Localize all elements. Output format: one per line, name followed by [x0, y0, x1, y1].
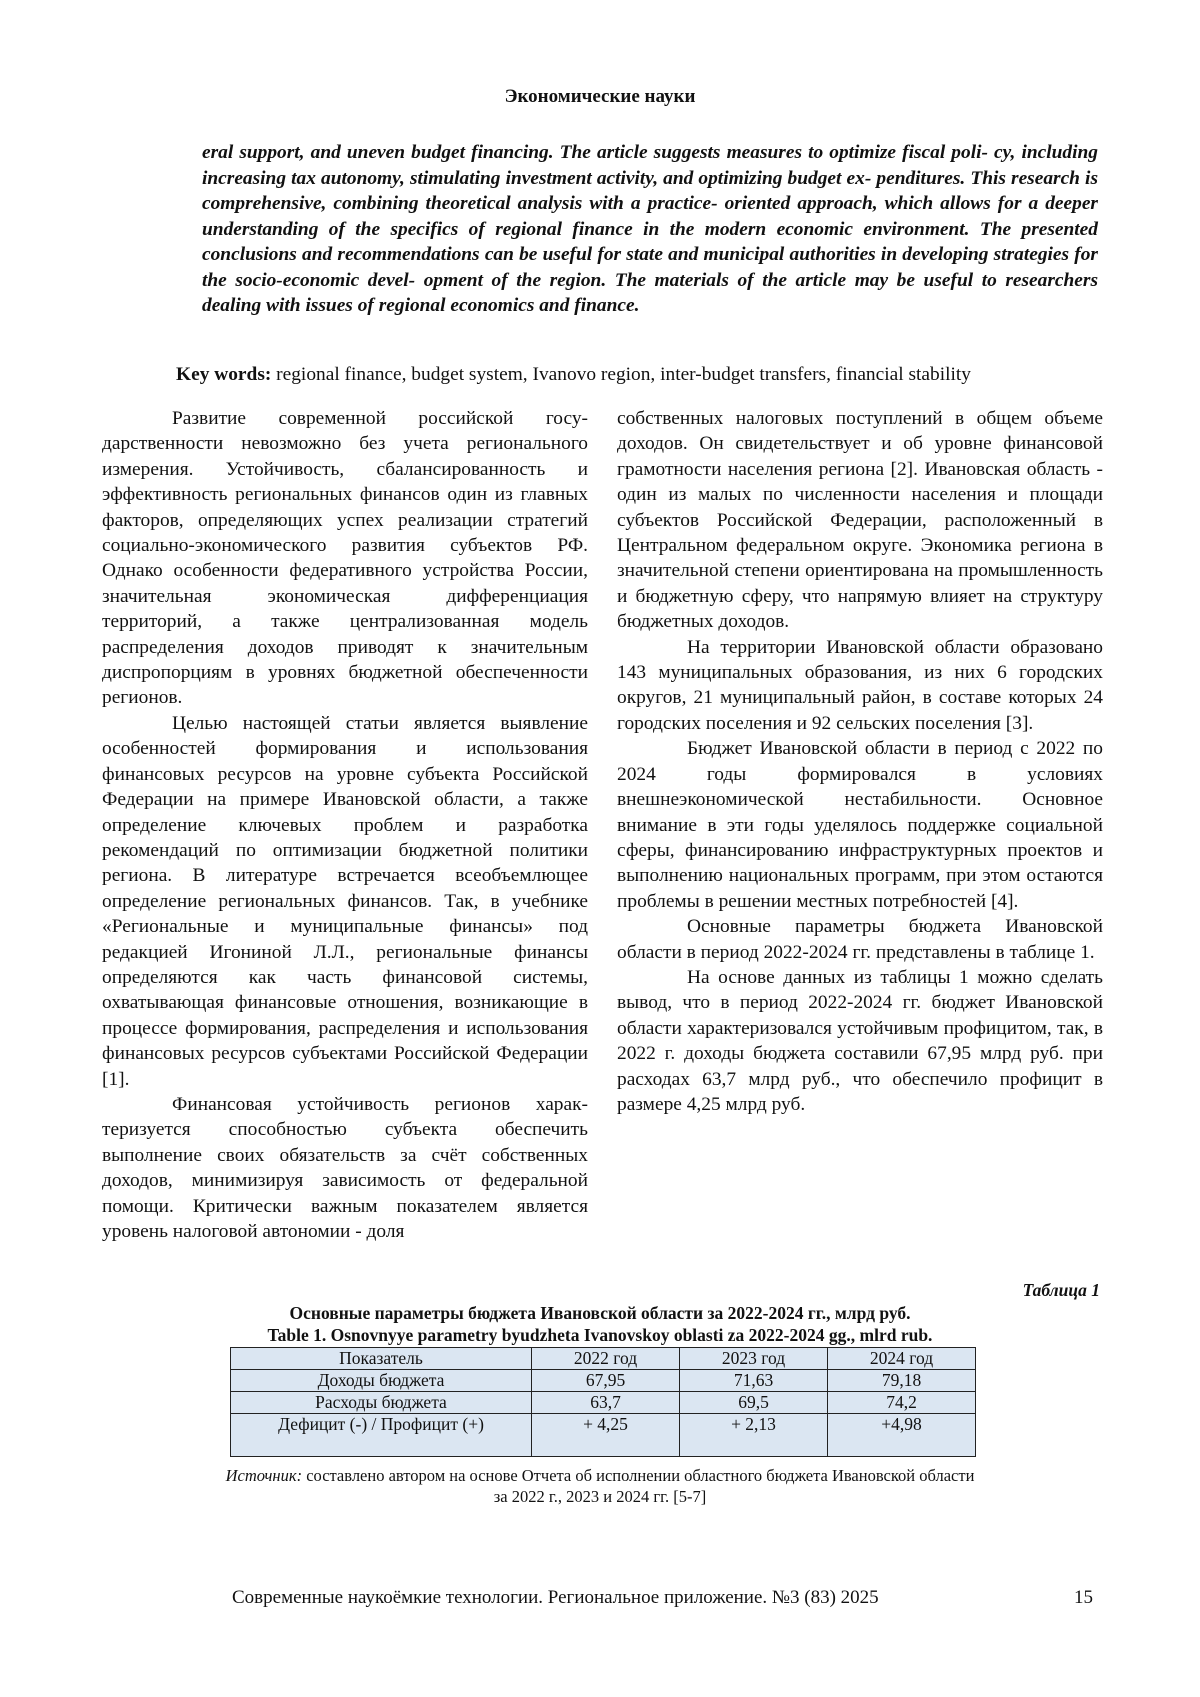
paragraph: На территории Ивановской области образовано 143 муниципальных образования, из них 6 городских округов, 21 муниципальный район, в составе которых 24 городских поселения и 92 сельских поселения [3].: [617, 636, 1103, 734]
table-header-cell: Показатель: [231, 1348, 532, 1370]
paragraph: Развитие современной российской государственности невозможно без учета регионального измерения. Устойчивость, сбалансированность и эффективность региональных финансов один из главных факторов, определяющих успех реализации стратегий социально-экономического развития субъектов РФ. Однако особенности федеративного устройства России, значительная экономическая дифференциация территорий, а также централизованная модель распределения доходов приводят к значительным диспропорциям в уровнях бюджетной обеспеченности регионов.: [102, 408, 588, 709]
abstract-text: [202, 140, 1098, 319]
table-header-cell: 2023 год: [680, 1348, 828, 1370]
table-cell: 74,2: [828, 1392, 976, 1414]
paragraph: Бюджет Ивановской области в период с 2022 по 2024 годы формировался в условиях внешнеэкономической нестабильности. Основное внимание в эти годы уделялось поддержке социальной сферы, финансированию инфраструктурных проектов и выполнению национальных программ, при этом остаются проблемы в решении местных потребностей [4].: [617, 738, 1103, 912]
table-cell: Расходы бюджета: [231, 1392, 532, 1414]
table-title-ru: Основные параметры бюджета Ивановской области за 2022-2024 гг., млрд руб.: [289, 1303, 911, 1323]
table-cell: 79,18: [828, 1370, 976, 1392]
table-header-row: [231, 1348, 976, 1370]
table-label: Таблица 1: [1022, 1280, 1100, 1300]
page-number: 15: [1074, 1587, 1093, 1608]
table-cell: 63,7: [532, 1392, 680, 1414]
table-title: [0, 1303, 1200, 1346]
budget-table: [230, 1347, 976, 1457]
paragraph: Основные параметры бюджета Ивановской области в период 2022-2024 гг. представлены в таблице 1.: [617, 916, 1103, 963]
table-cell: Дефицит (-) / Профицит (+): [231, 1414, 532, 1457]
table-cell: Доходы бюджета: [231, 1370, 532, 1392]
table-header-cell: 2024 год: [828, 1348, 976, 1370]
keywords-label: Key words:: [176, 364, 272, 385]
body-column-left: [102, 406, 588, 1244]
table-cell: 67,95: [532, 1370, 680, 1392]
table-cell: 71,63: [680, 1370, 828, 1392]
source-text: составлено автором на основе Отчета об исполнении областного бюджета Ивановской области: [302, 1466, 975, 1485]
section-header: Экономические науки: [504, 86, 696, 107]
abstract-line: opment of the region. The materials of the article may be useful to researchers dealing with issues: [202, 269, 1098, 316]
paragraph: Целью настоящей статьи является выявление особенностей формирования и использования финансовых ресурсов на уровне субъекта Российской Федерации на примере Ивановской области, а также определение ключевых проблем и разработка рекомендаций по оптимизации бюджетной политики региона. В литературе встречается всеобъемлющее определение региональных финансов. Так, в учебнике «Региональные и муниципальные финансы» под редакцией Игониной Л.Л., региональные финансы определяются как часть финансовой системы, охватывающая финансовые отношения, возникающие в процессе формирования, распределения и использования финансовых ресурсов субъектами Российской Федерации [1].: [102, 712, 588, 1090]
source-text-line2: за 2022 г., 2023 и 2024 гг. [5-7]: [493, 1487, 707, 1506]
keywords: [176, 362, 1098, 388]
abstract-line: in the modern economic environment. The presented conclusions and recommendations can be: [202, 218, 1098, 265]
table-cell: +4,98: [828, 1414, 976, 1457]
table-source: [0, 1465, 1200, 1507]
paragraph: собственных налоговых поступлений в общем объеме доходов. Он свидетельствует и об уровне финансовой грамотности населения региона [2]. Ивановская область - один из малых по численности населения и площади субъектов Российской Федерации, расположенный в Центральном федеральном округе. Экономика региона в значительной степени ориентирована на промышленность и бюджетную сферу, что напрямую влияет на структуру бюджетных доходов.: [617, 408, 1103, 633]
abstract-line: oriented approach, which allows for a deeper understanding of the specifics of regional finance: [202, 193, 1098, 240]
abstract-line: useful for state and municipal authorities in developing strategies for the socio-economic devel-: [202, 244, 1098, 291]
table-row: [231, 1414, 976, 1457]
source-label: Источник:: [225, 1466, 303, 1485]
abstract-line: cy, including increasing tax autonomy, stimulating investment activity, and optimizing budget ex-: [202, 142, 1098, 189]
keywords-text: regional finance, budget system, Ivanovo region, inter-budget transfers, financial stability: [271, 364, 971, 385]
paragraph: На основе данных из таблицы 1 можно сделать вывод, что в период 2022-2024 гг. бюджет Ивановской области характеризовался устойчивым профицитом, так, в 2022 г. доходы бюджета составили 67,95 млрд руб. при расходах 63,7 млрд руб., что обеспечило профицит в размере 4,25 млрд руб.: [617, 966, 1103, 1115]
abstract-line: of regional economics and finance.: [357, 295, 640, 316]
table-row: [231, 1370, 976, 1392]
table-cell: + 4,25: [532, 1414, 680, 1457]
table-header-cell: 2022 год: [532, 1348, 680, 1370]
table-cell: + 2,13: [680, 1414, 828, 1457]
abstract-line: eral support, and uneven budget financing. The article suggests measures to optimize fiscal poli-: [202, 142, 988, 163]
table-title-en: Table 1. Osnovnyye parametry byudzheta Ivanovskoy oblasti za 2022-2024 gg., mlrd rub.: [267, 1324, 933, 1345]
table-cell: 69,5: [680, 1392, 828, 1414]
paragraph: Финансовая устойчивость регионов характеризуется способностью субъекта обеспечить выполнение своих обязательств за счёт собственных доходов, минимизируя зависимость от федеральной помощи. Критически важным показателем является уровень налоговой автономии - доля: [102, 1093, 588, 1242]
journal-footer: Современные наукоёмкие технологии. Региональное приложение. №3 (83) 2025: [232, 1587, 879, 1608]
abstract-line: penditures. This research is comprehensive, combining theoretical analysis with a practice-: [202, 167, 1098, 214]
body-column-right: [617, 406, 1103, 1117]
table-row: [231, 1392, 976, 1414]
